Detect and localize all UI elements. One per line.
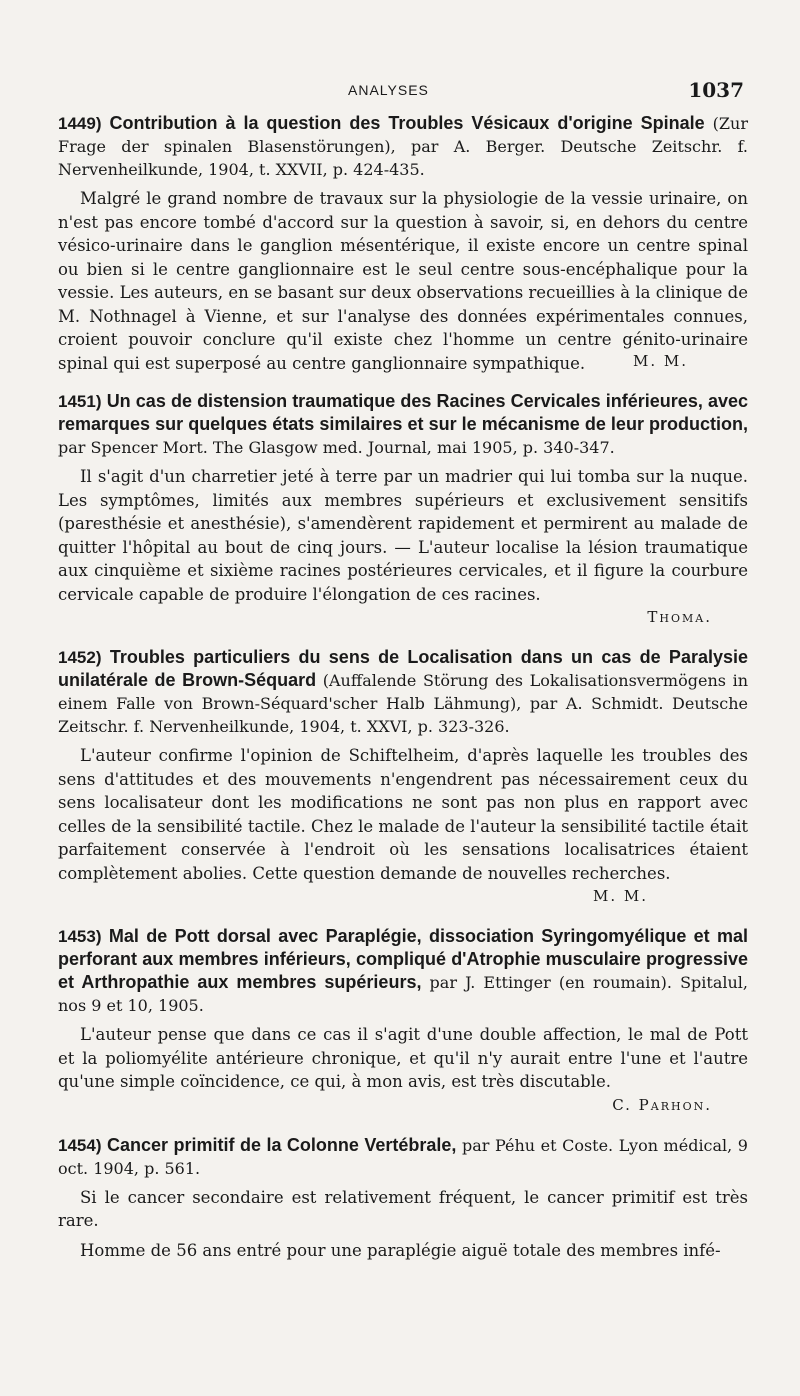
abstract-entry — [58, 390, 748, 626]
entry-number: 1453) — [58, 927, 102, 946]
abstract-entry — [58, 112, 748, 373]
entry-number: 1452) — [58, 648, 102, 667]
abstract-entry — [58, 646, 748, 905]
entry-signature: M. M. — [632, 352, 688, 370]
entry-heading — [58, 646, 748, 738]
running-head: ANALYSES — [348, 82, 429, 98]
entry-title: Mal de Pott dorsal avec Paraplégie, dissociation Syringomyélique et mal perforant aux membres inférieurs, compliqué d'Atrophie musculaire progressive et Arthropathie aux membres supérieurs, — [58, 926, 748, 992]
entry-number: 1454) — [58, 1135, 102, 1155]
entry-biblio: (Auffalende Störung des Lokalisationsvermögens in einem Falle von Brown-Séquard'scher Halb Lähmung), par A. Schmidt. Deutsche Zeitschr. f. Nervenheilkunde, 1904, t. XXVI, p. 323-326. — [58, 671, 748, 736]
entry-body: Malgré le grand nombre de travaux sur la physiologie de la vessie urinaire, on n'est pas encore tombé d'accord sur la question à savoir, si, en dehors du centre vésico-urinaire dans le ganglion mésentérique, il existe encore un centre spinal ou bien si le centre ganglionnaire est le seul centre sous-encéphalique pour la vessie. Les auteurs, en se basant sur deux observations recueillies à la clinique de M. Nothnagel à Vienne, et sur l'analyse des données expérimentales connues, croient pouvoir conclure qu'il existe chez l'homme un centre génito-urinaire spinal qui est superposé au centre ganglionnaire sympathique. — [58, 189, 748, 373]
entry-biblio: par Spencer Mort. The Glasgow med. Journal, mai 1905, p. 340-347. — [58, 438, 615, 457]
entry-body: L'auteur pense que dans ce cas il s'agit d'une double affection, le mal de Pott et la poliomyélite antérieure chronique, et qu'il n'y aurait entre l'une et l'autre qu'une simple coïncidence, ce qui, à mon avis, est très discutable. — [58, 1025, 748, 1091]
entry-signature: C. Parhon. — [612, 1095, 712, 1114]
entry-signature: Thoma. — [647, 608, 712, 626]
entry-biblio: (Zur Frage der spinalen Blasenstörungen), par A. Berger. Deutsche Zeitschr. f. Nervenheilkunde, 1904, t. XXVII, p. 424-435. — [58, 114, 748, 179]
entry-biblio: par J. Ettinger (en roumain). Spitalul, nos 9 et 10, 1905. — [58, 973, 748, 1015]
entry-title: Cancer primitif de la Colonne Vertébrale, — [107, 1134, 457, 1155]
page-number: 1037 — [688, 78, 744, 102]
entry-number: 1449) — [58, 114, 102, 133]
entry-heading — [58, 925, 748, 1017]
entry-heading — [58, 390, 748, 459]
page-content — [58, 112, 748, 1282]
entry-heading — [58, 112, 748, 181]
entry-title: Contribution à la question des Troubles Vésicaux d'origine Spinale — [109, 113, 705, 133]
abstract-entry — [58, 925, 748, 1114]
entry-title: Un cas de distension traumatique des Racines Cervicales inférieures, avec remarques sur quelques états similaires et sur le mécanisme de leur production, — [58, 391, 748, 434]
trailing-text: Homme de 56 ans entré pour une paraplégie aiguë totale des membres infé- — [80, 1240, 721, 1260]
page-header — [0, 78, 800, 108]
entry-title: Troubles particuliers du sens de Localisation dans un cas de Paralysie unilatérale de Brown-Séquard — [58, 647, 749, 690]
entry-number: 1451) — [58, 392, 102, 411]
abstract-entry — [58, 1134, 748, 1263]
entry-biblio: par Péhu et Coste. Lyon médical, 9 oct. 1904, p. 561. — [58, 1135, 748, 1178]
entry-heading — [58, 1134, 748, 1180]
entry-body: L'auteur confirme l'opinion de Schiftelheim, d'après laquelle les troubles des sens d'attitudes et des mouvements n'engendrent pas nécessairement ceux du sens localisateur dont les modifications ne sont pas non plus en rapport avec celles de la sensibilité tactile. Chez le malade de l'auteur la sensibilité tactile était parfaitement conservée à l'endroit où les sensations localisatrices étaient complètement abolies. Cette question demande de nouvelles recherches. — [58, 746, 748, 883]
entry-body: Il s'agit d'un charretier jeté à terre par un madrier qui lui tomba sur la nuque. Les symptômes, limités aux membres supérieurs et exclusivement sensitifs (paresthésie et anesthésie), s'amendèrent rapidement et permirent au malade de quitter l'hôpital au bout de cinq jours. — L'auteur localise la lésion traumatique aux cinquième et sixième racines postérieures cervicales, et il figure la courbure cervicale capable de produire l'élongation de ces racines. — [58, 467, 748, 604]
entry-body: Si le cancer secondaire est relativement fréquent, le cancer primitif est très rare. — [58, 1187, 748, 1230]
entry-signature: M. M. — [592, 887, 648, 905]
